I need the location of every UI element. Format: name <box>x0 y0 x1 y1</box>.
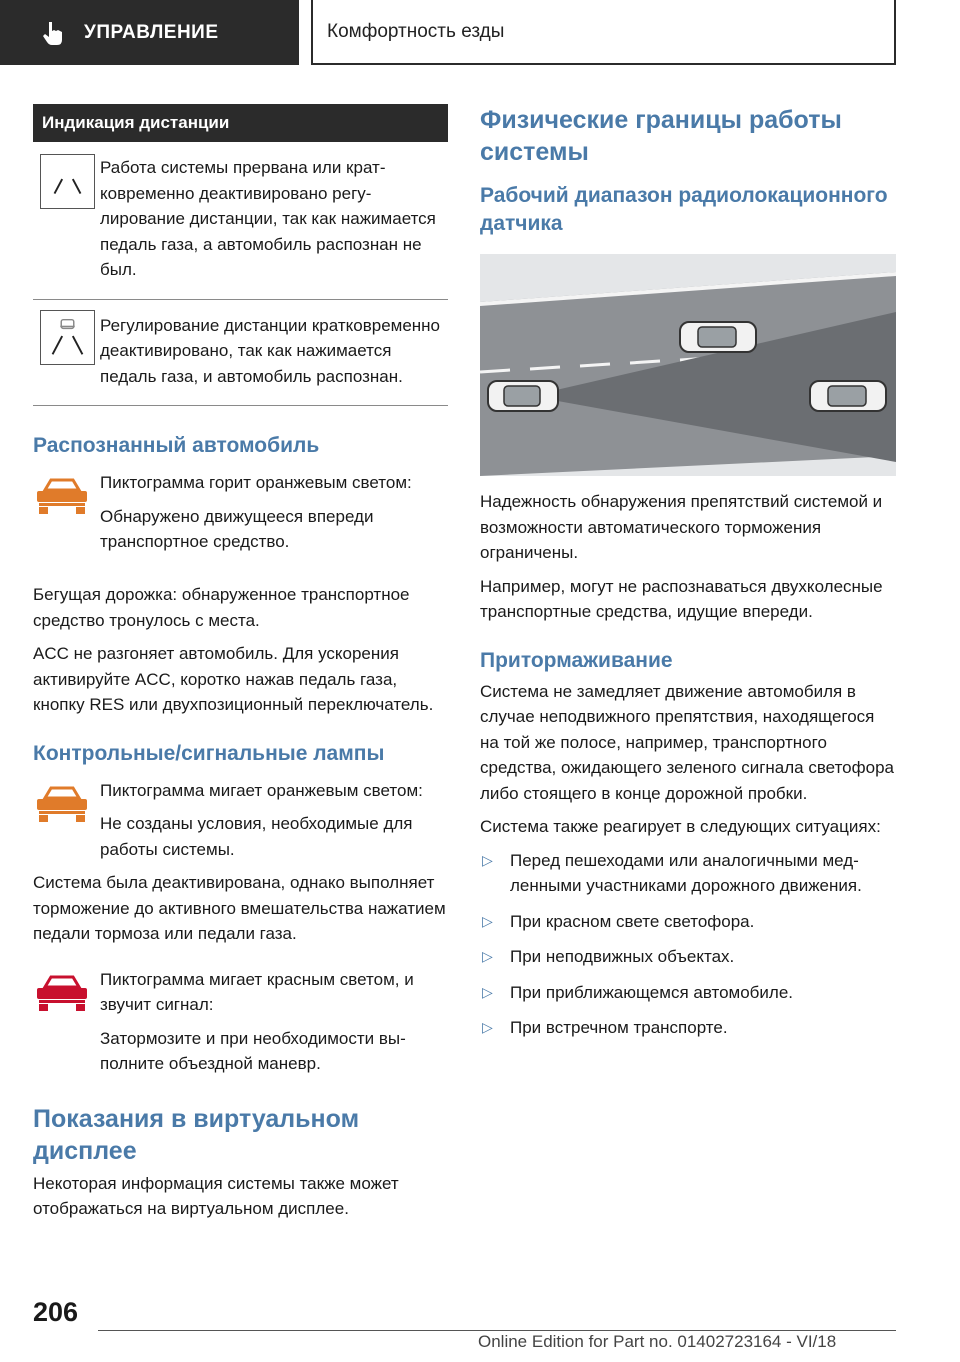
situations-list <box>480 848 896 1041</box>
list-item <box>480 909 896 935</box>
list-item-text: При неподвижных объектах. <box>510 947 735 966</box>
table-row <box>33 142 448 300</box>
section-title: УПРАВЛЕНИЕ <box>84 21 219 43</box>
orange-blink-text: Пиктограмма мигает оранжевым светом: <box>100 780 423 800</box>
page-number: 206 <box>33 1297 79 1327</box>
list-item <box>480 944 896 970</box>
edition-footer: Online Edition for Part no. 01402723164 - VI/18 <box>478 1332 837 1351</box>
virtual-display-heading: Показания в виртуальном дисплее <box>33 1104 360 1165</box>
table-row <box>33 300 448 407</box>
triangle-bullet-icon: ▷ <box>482 948 493 964</box>
triangle-bullet-icon: ▷ <box>482 912 493 929</box>
header-subsection <box>311 0 896 65</box>
list-item <box>480 980 896 1006</box>
triangle-bullet-icon: ▷ <box>482 851 493 868</box>
red-blink-text: Пиктограмма мигает красным светом, и звучит сигнал: <box>100 969 414 1014</box>
left-column-body <box>33 582 448 1222</box>
list-item-text: При встречном транспорте. <box>510 1018 728 1037</box>
virtual-display-text: Некоторая информация системы также может отображаться на виртуальном дисплее. <box>33 1173 399 1218</box>
hand-pointer-icon <box>40 20 66 46</box>
orange-blink-block <box>33 778 448 863</box>
car-ahead-icon <box>810 381 886 411</box>
list-item-text: При приближающемся автомобиле. <box>510 982 794 1002</box>
list-item-text: При красном свете светофора. <box>510 911 755 931</box>
running-lane-text: Бегущая дорожка: обнаруженное транспортное средство тронулось с места. <box>33 585 410 630</box>
two-wheelers-text: Например, могут не распознаваться двухколесные транспортные средства, идущие впереди. <box>480 576 883 621</box>
limits-heading: Физические границы работы системы <box>480 106 842 166</box>
car-ego-icon <box>488 381 558 411</box>
acc-text: ACC не разгоняет автомобиль. Для ускорения активируйте ACC, коротко нажав педаль газа, кнопку RES или двухпозиционный переключатель. <box>33 644 434 714</box>
footer-divider <box>98 1330 896 1331</box>
triangle-bullet-icon: ▷ <box>482 1019 493 1035</box>
left-column <box>33 104 448 555</box>
header-section-tab <box>0 0 299 65</box>
orange-car-block <box>33 470 448 555</box>
distance-table-header <box>33 104 448 142</box>
list-item <box>480 848 896 899</box>
distance-table-title: Индикация дистанции <box>42 113 230 132</box>
reliability-text: Надежность обнаружения препятствий системой и возможности автоматического торможения ограничены. <box>480 492 883 562</box>
table-row-text: Работа системы прервана или кратковременно деактивировано регулирование дистанции, так как нажимается педаль газа, а автомобиль распознан не был. <box>100 158 436 279</box>
braking-heading: Притормаживание <box>480 648 673 672</box>
radar-range-illustration <box>480 254 896 476</box>
orange-icon-desc: Обнаружено движущееся впереди транспортное средство. <box>100 506 374 551</box>
red-car-icon <box>33 973 91 1013</box>
right-column <box>480 104 896 1041</box>
red-blink-desc: Затормозите и при необходимости выполните объездной маневр. <box>100 1028 406 1073</box>
orange-car-blink-icon <box>33 784 91 824</box>
red-blink-block <box>33 967 448 1077</box>
deactivated-text: Система была деактивирована, однако выполняет торможение до активного вмешательства нажатием педали тормоза или педали газа. <box>33 873 446 943</box>
braking-text: Система не замедляет движение автомобиля в случае неподвижного препятствия, находящегося на той же полосе, например, транспортного средства, ожидающего зеленого сигнала светофора либо стоящего в конце дорожной пробки. <box>480 681 894 803</box>
lamps-heading: Контрольные/сигнальные лампы <box>33 741 385 765</box>
triangle-bullet-icon: ▷ <box>482 983 493 1000</box>
list-item <box>480 1015 896 1041</box>
car-front-lane-icon <box>680 322 756 352</box>
distance-lines-icon <box>40 154 95 209</box>
orange-blink-desc: Не созданы условия, необходимые для работы системы. <box>100 814 413 859</box>
table-row-text: Регулирование дистанции кратковременно деактивировано, так как нажимается педаль газа, и автомобиль распознан. <box>100 315 441 386</box>
list-item-text: Перед пешеходами или аналогичными медленными участниками дорожного движения. <box>510 850 862 895</box>
situations-text: Система также реагирует в следующих ситуациях: <box>480 817 881 836</box>
subsection-title: Комфортность езды <box>327 20 505 42</box>
orange-car-icon <box>33 476 91 516</box>
radar-range-heading: Рабочий диапазон радиолокационного датчика <box>480 184 888 235</box>
recognized-heading: Распознанный автомобиль <box>33 434 320 457</box>
orange-icon-text: Пиктограмма горит оранжевым светом: <box>100 473 412 492</box>
distance-lines-car-icon <box>40 310 95 365</box>
